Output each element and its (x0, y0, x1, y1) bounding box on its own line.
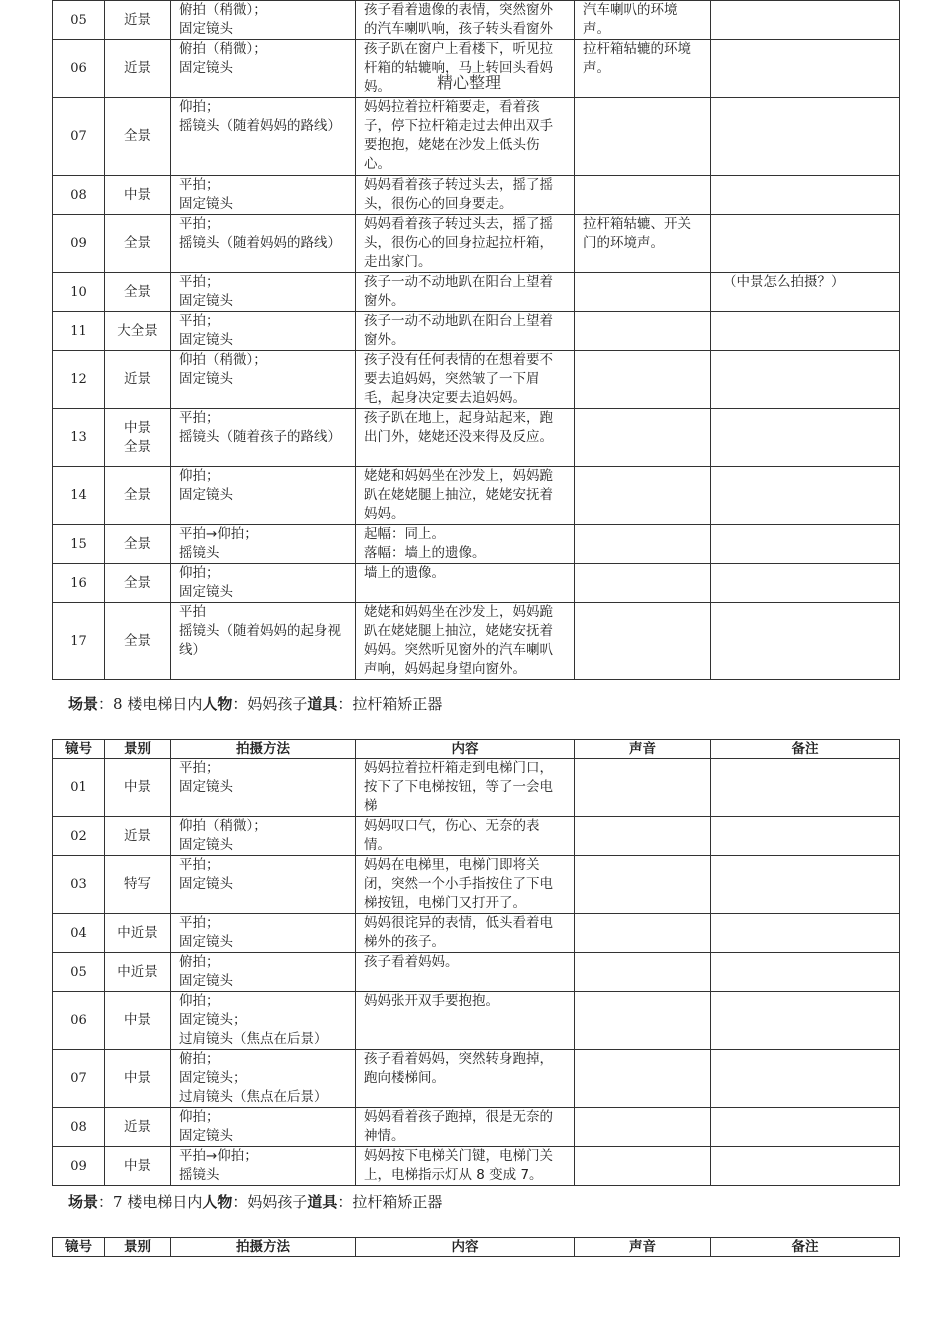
shot-number-cell: 09 (53, 215, 105, 273)
note-cell (711, 603, 900, 680)
shot-number-cell: 12 (53, 351, 105, 409)
table-row (53, 564, 900, 603)
people-value: 妈妈孩子 (247, 1193, 308, 1211)
content-cell: 孩子看着遗像的表情，突然窗外的汽车喇叭响，孩子转头看窗外 (356, 1, 575, 40)
shot-size-cell: 中景 (105, 1147, 171, 1186)
note-cell (711, 409, 900, 467)
header-shot-size: 景别 (105, 1238, 171, 1257)
sound-cell (575, 817, 711, 856)
shot-size-cell: 近景 (105, 1108, 171, 1147)
note-cell (711, 1, 900, 40)
shot-number-cell: 06 (53, 40, 105, 98)
scene-value: 7 楼电梯日内 (113, 1193, 203, 1211)
table-row (53, 351, 900, 409)
note-cell (711, 1147, 900, 1186)
method-cell: 平拍→仰拍； 摇镜头 (171, 525, 356, 564)
sound-cell (575, 312, 711, 351)
table-header-row (53, 740, 900, 759)
shot-size-cell: 中近景 (105, 914, 171, 953)
sound-cell (575, 914, 711, 953)
table-row (53, 1, 900, 40)
shot-number-cell: 17 (53, 603, 105, 680)
table-row (53, 467, 900, 525)
table-row (53, 273, 900, 312)
method-cell: 仰拍（稍微）； 固定镜头 (171, 351, 356, 409)
table-row (53, 603, 900, 680)
shot-size-cell: 大全景 (105, 312, 171, 351)
table-header-row (53, 1238, 900, 1257)
note-cell (711, 312, 900, 351)
note-cell (711, 176, 900, 215)
header-sound: 声音 (575, 740, 711, 759)
header-note: 备注 (711, 1238, 900, 1257)
people-value: 妈妈孩子 (247, 695, 308, 713)
sound-cell (575, 525, 711, 564)
method-cell: 平拍； 固定镜头 (171, 176, 356, 215)
note-cell (711, 564, 900, 603)
sound-cell (575, 1050, 711, 1108)
method-cell: 仰拍； 固定镜头； 过肩镜头（焦点在后景） (171, 992, 356, 1050)
content-cell: 妈妈按下电梯关门键，电梯门关上，电梯指示灯从 8 变成 7。 (356, 1147, 575, 1186)
shot-size-cell: 全景 (105, 98, 171, 176)
shot-number-cell: 03 (53, 856, 105, 914)
shot-size-cell: 全景 (105, 273, 171, 312)
note-cell (711, 98, 900, 176)
shot-number-cell: 08 (53, 176, 105, 215)
content-cell: 孩子一动不动地趴在阳台上望着窗外。 (356, 312, 575, 351)
sound-cell (575, 98, 711, 176)
content-cell: 妈妈看着孩子跑掉，很是无奈的神情。 (356, 1108, 575, 1147)
sound-cell (575, 409, 711, 467)
method-cell: 俯拍； 固定镜头； 过肩镜头（焦点在后景） (171, 1050, 356, 1108)
shot-size-cell: 全景 (105, 467, 171, 525)
table-row (53, 312, 900, 351)
shot-number-cell: 06 (53, 992, 105, 1050)
sound-cell (575, 273, 711, 312)
sound-cell (575, 351, 711, 409)
shot-size-cell: 近景 (105, 40, 171, 98)
header-content: 内容 (356, 1238, 575, 1257)
content-cell: 妈妈看着孩子转过头去，摇了摇头，很伤心的回身要走。 (356, 176, 575, 215)
people-label: 人物 (202, 695, 233, 713)
table-row (53, 409, 900, 467)
note-cell (711, 1108, 900, 1147)
sound-cell (575, 467, 711, 525)
header-method: 拍摄方法 (171, 1238, 356, 1257)
shot-number-cell: 04 (53, 914, 105, 953)
shot-size-cell: 全景 (105, 525, 171, 564)
method-cell: 平拍； 固定镜头 (171, 856, 356, 914)
header-shot-no: 镜号 (53, 740, 105, 759)
content-cell: 孩子没有任何表情的在想着要不要去追妈妈，突然皱了一下眉毛，起身决定要去追妈妈。 (356, 351, 575, 409)
shot-size-cell: 中景 全景 (105, 409, 171, 467)
shot-size-cell: 全景 (105, 603, 171, 680)
content-cell: 妈妈拉着拉杆箱走到电梯门口，按下了下电梯按钮，等了一会电梯 (356, 759, 575, 817)
shot-number-cell: 13 (53, 409, 105, 467)
method-cell: 仰拍； 摇镜头（随着妈妈的路线） (171, 98, 356, 176)
content-cell: 孩子看着妈妈，突然转身跑掉，跑向楼梯间。 (356, 1050, 575, 1108)
shot-number-cell: 05 (53, 1, 105, 40)
shot-number-cell: 05 (53, 953, 105, 992)
table-row (53, 1050, 900, 1108)
sound-cell (575, 564, 711, 603)
table-row (53, 759, 900, 817)
method-cell: 平拍→仰拍； 摇镜头 (171, 1147, 356, 1186)
sound-cell (575, 1147, 711, 1186)
shot-size-cell: 全景 (105, 215, 171, 273)
content-cell: 姥姥和妈妈坐在沙发上，妈妈跪趴在姥姥腿上抽泣，姥姥安抚着妈妈。 (356, 467, 575, 525)
table-row (53, 856, 900, 914)
note-cell (711, 953, 900, 992)
table-row (53, 1147, 900, 1186)
note-cell (711, 351, 900, 409)
method-cell: 平拍； 固定镜头 (171, 273, 356, 312)
method-cell: 平拍； 摇镜头（随着妈妈的路线） (171, 215, 356, 273)
content-cell: 妈妈在电梯里，电梯门即将关闭，突然一个小手指按住了下电梯按钮，电梯门又打开了。 (356, 856, 575, 914)
sound-cell (575, 759, 711, 817)
sound-cell (575, 953, 711, 992)
storyboard-table-2 (52, 739, 900, 1186)
content-cell: 妈妈拉着拉杆箱要走，看着孩子，停下拉杆箱走过去伸出双手要抱抱，姥姥在沙发上低头伤心。 (356, 98, 575, 176)
table-row (53, 176, 900, 215)
method-cell: 仰拍； 固定镜头 (171, 467, 356, 525)
watermark-text: 精心整理 (437, 73, 502, 92)
shot-size-cell: 特写 (105, 856, 171, 914)
content-cell: 妈妈看着孩子转过头去，摇了摇头，很伤心的回身拉起拉杆箱，走出家门。 (356, 215, 575, 273)
scene-label: 场景 (68, 695, 99, 713)
method-cell: 俯拍； 固定镜头 (171, 953, 356, 992)
storyboard-table-1 (52, 0, 900, 680)
header-shot-size: 景别 (105, 740, 171, 759)
props-value: 拉杆箱矫正器 (352, 695, 443, 713)
shot-number-cell: 15 (53, 525, 105, 564)
table-row (53, 953, 900, 992)
method-cell: 平拍； 固定镜头 (171, 312, 356, 351)
shot-size-cell: 近景 (105, 1, 171, 40)
note-cell: （中景怎么拍摄？） (711, 273, 900, 312)
scene-line-2: 场景：7 楼电梯日内人物：妈妈孩子道具：拉杆箱矫正器 (68, 1193, 443, 1211)
props-value: 拉杆箱矫正器 (352, 1193, 443, 1211)
shot-number-cell: 09 (53, 1147, 105, 1186)
content-cell: 墙上的遗像。 (356, 564, 575, 603)
header-method: 拍摄方法 (171, 740, 356, 759)
shot-number-cell: 02 (53, 817, 105, 856)
method-cell: 仰拍； 固定镜头 (171, 1108, 356, 1147)
shot-number-cell: 11 (53, 312, 105, 351)
sound-cell (575, 1108, 711, 1147)
content-cell: 孩子趴在地上，起身站起来，跑出门外，姥姥还没来得及反应。 (356, 409, 575, 467)
shot-number-cell: 07 (53, 98, 105, 176)
table-row (53, 1108, 900, 1147)
table-row (53, 992, 900, 1050)
shot-size-cell: 全景 (105, 564, 171, 603)
scene-label: 场景 (68, 1193, 99, 1211)
header-note: 备注 (711, 740, 900, 759)
method-cell: 仰拍； 固定镜头 (171, 564, 356, 603)
people-label: 人物 (202, 1193, 233, 1211)
sound-cell (575, 856, 711, 914)
shot-number-cell: 01 (53, 759, 105, 817)
method-cell: 平拍； 固定镜头 (171, 914, 356, 953)
sound-cell (575, 176, 711, 215)
note-cell (711, 914, 900, 953)
table-row (53, 914, 900, 953)
shot-size-cell: 近景 (105, 351, 171, 409)
scene-line-1: 场景：8 楼电梯日内人物：妈妈孩子道具：拉杆箱矫正器 (68, 695, 443, 713)
table-row (53, 98, 900, 176)
storyboard-table-3 (52, 1237, 900, 1257)
shot-size-cell: 中景 (105, 176, 171, 215)
method-cell: 平拍； 摇镜头（随着孩子的路线） (171, 409, 356, 467)
shot-size-cell: 中景 (105, 992, 171, 1050)
note-cell (711, 1050, 900, 1108)
sound-cell: 汽车喇叭的环境声。 (575, 1, 711, 40)
note-cell (711, 856, 900, 914)
content-cell: 孩子趴在窗户上看楼下，听见拉杆箱的轱辘响，马上转回头看妈妈。 (356, 40, 575, 98)
method-cell: 平拍； 固定镜头 (171, 759, 356, 817)
note-cell (711, 467, 900, 525)
method-cell: 平拍 摇镜头（随着妈妈的起身视线） (171, 603, 356, 680)
table-row (53, 817, 900, 856)
shot-number-cell: 14 (53, 467, 105, 525)
sound-cell (575, 992, 711, 1050)
note-cell (711, 40, 900, 98)
shot-size-cell: 中景 (105, 1050, 171, 1108)
content-cell: 孩子看着妈妈。 (356, 953, 575, 992)
props-label: 道具 (307, 1193, 338, 1211)
shot-number-cell: 08 (53, 1108, 105, 1147)
method-cell: 俯拍（稍微）； 固定镜头 (171, 1, 356, 40)
content-cell: 妈妈张开双手要抱抱。 (356, 992, 575, 1050)
method-cell: 仰拍（稍微）； 固定镜头 (171, 817, 356, 856)
content-cell: 起幅：同上。 落幅：墙上的遗像。 (356, 525, 575, 564)
content-cell: 孩子一动不动地趴在阳台上望着窗外。 (356, 273, 575, 312)
method-cell: 俯拍（稍微）； 固定镜头 (171, 40, 356, 98)
table-row (53, 215, 900, 273)
header-shot-no: 镜号 (53, 1238, 105, 1257)
content-cell: 妈妈很诧异的表情，低头看着电梯外的孩子。 (356, 914, 575, 953)
sound-cell: 拉杆箱轱辘的环境声。 (575, 40, 711, 98)
content-cell: 姥姥和妈妈坐在沙发上，妈妈跪趴在姥姥腿上抽泣，姥姥安抚着妈妈。突然听见窗外的汽车喇叭声响，妈妈起身望向窗外。 (356, 603, 575, 680)
note-cell (711, 817, 900, 856)
note-cell (711, 215, 900, 273)
props-label: 道具 (307, 695, 338, 713)
content-cell: 妈妈叹口气，伤心、无奈的表情。 (356, 817, 575, 856)
shot-number-cell: 16 (53, 564, 105, 603)
header-content: 内容 (356, 740, 575, 759)
table-row (53, 525, 900, 564)
sound-cell: 拉杆箱轱辘、开关门的环境声。 (575, 215, 711, 273)
header-sound: 声音 (575, 1238, 711, 1257)
shot-number-cell: 10 (53, 273, 105, 312)
shot-number-cell: 07 (53, 1050, 105, 1108)
shot-size-cell: 近景 (105, 817, 171, 856)
scene-value: 8 楼电梯日内 (113, 695, 203, 713)
note-cell (711, 992, 900, 1050)
shot-size-cell: 中近景 (105, 953, 171, 992)
sound-cell (575, 603, 711, 680)
note-cell (711, 759, 900, 817)
shot-size-cell: 中景 (105, 759, 171, 817)
note-cell (711, 525, 900, 564)
